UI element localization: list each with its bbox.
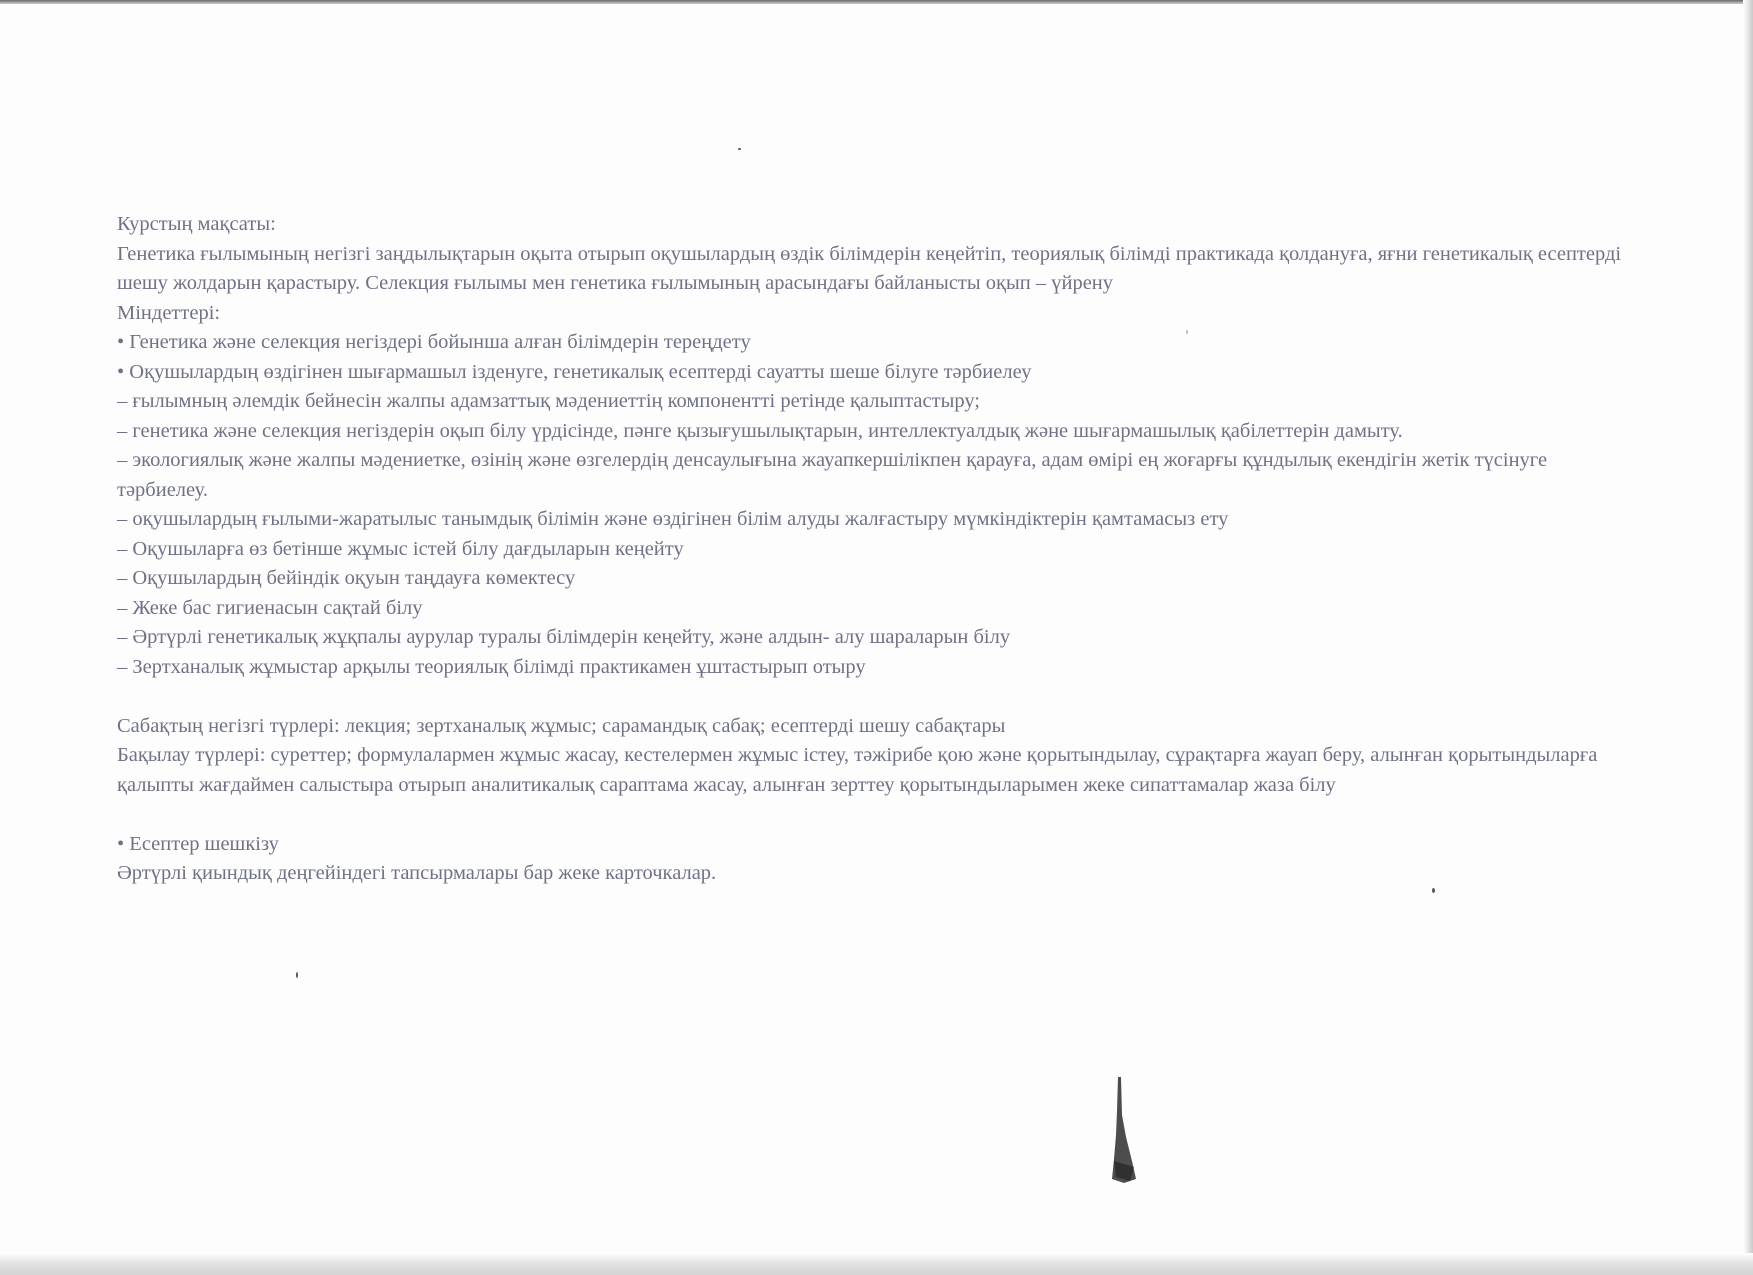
task-item: • Оқушылардың өздігінен шығармашыл ізденуге, генетикалық есептерді сауатты шеше білуге тәрбиелеу — [117, 360, 1032, 383]
task-item: – Оқушыларға өз бетінше жұмыс істей білу дағдыларын кеңейту — [117, 537, 684, 560]
task-item: • Генетика және селекция негіздері бойынша алған білімдерін тереңдету — [117, 331, 751, 353]
tasks-heading: Міндеттері: — [117, 301, 221, 324]
task-item: – ғылымның әлемдік бейнесін жалпы адамзаттық мәдениеттің компонентті ретінде қалыптастыру; — [117, 390, 981, 412]
problems-item: • Есептер шешкізу — [117, 832, 279, 855]
goal-text: Генетика ғылымының негізгі заңдылықтарын оқыта отырып оқушылардың өздік білімдерін кеңейтіп, теориялық білімді практикада қолдануға, яғни генетикалық есептерді шешу жолдарын қарастыру. Селекция ғылымы мен генетика ғылымының арасындағы байланысты оқып – үйрену — [117, 242, 1622, 294]
dust-speck — [1186, 330, 1188, 334]
task-item: – генетика және селекция негіздерін оқып білу үрдісінде, пәнге қызығушылықтарын, интеллектуалдық және шығармашылық қабілеттерін дамыту. — [117, 419, 1403, 442]
task-item: – Әртүрлі генетикалық жұқпалы аурулар туралы білімдерін кеңейту, және алдын- алу шараларын білу — [117, 626, 1011, 648]
paragraph-gap — [117, 800, 1642, 830]
task-item: – оқушылардың ғылыми-жаратылыс танымдық білімін және өздігінен білім алуды жалғастыру мүмкіндіктерін қамтамасыз ету — [117, 508, 1229, 530]
goal-heading: Курстың мақсаты: — [117, 213, 276, 235]
task-item: – Оқушылардың бейіндік оқуын таңдауға көмектесу — [117, 567, 576, 589]
scan-bottom-edge — [0, 1253, 1753, 1275]
dust-speck — [296, 972, 298, 978]
dust-speck — [738, 148, 741, 150]
scan-right-edge — [1743, 0, 1753, 1275]
ink-smudge — [1104, 1075, 1140, 1185]
cards-text: Әртүрлі қиындық деңгейіндегі тапсырмалары бар жеке карточкалар. — [117, 862, 717, 884]
paragraph-gap — [117, 682, 1642, 712]
task-item: – экологиялық және жалпы мәдениетке, өзінің және өзгелердің денсаулығына жауапкершілікпен қарауға, адам өмірі ең жоғарғы құндылық екендігін жетік түсінуге тәрбиелеу. — [117, 449, 1548, 501]
control-types-text: Бақылау түрлері: суреттер; формулалармен жұмыс жасау, кестелермен жұмыс істеу, тәжірибе қою және қорытындылау, сұрақтарға жауап беру, алынған қорытындыларға қалыпты жағдаймен салыстыра отырып аналитикалық сараптама жасау, алынған зерттеу қорытындыларымен жеке сипаттамалар жаза білу — [117, 744, 1598, 796]
document-body — [117, 210, 1642, 889]
task-item: – Жеке бас гигиенасын сақтай білу — [117, 596, 423, 619]
task-item: – Зертханалық жұмыстар арқылы теориялық білімді практикамен ұштастырып отыру — [117, 655, 866, 678]
lesson-types-text: Сабақтың негізгі түрлері: лекция; зертханалық жұмыс; сарамандық сабақ; есептерді шешу сабақтары — [117, 714, 1006, 737]
scan-top-edge — [0, 0, 1753, 4]
dust-speck — [1432, 888, 1435, 893]
